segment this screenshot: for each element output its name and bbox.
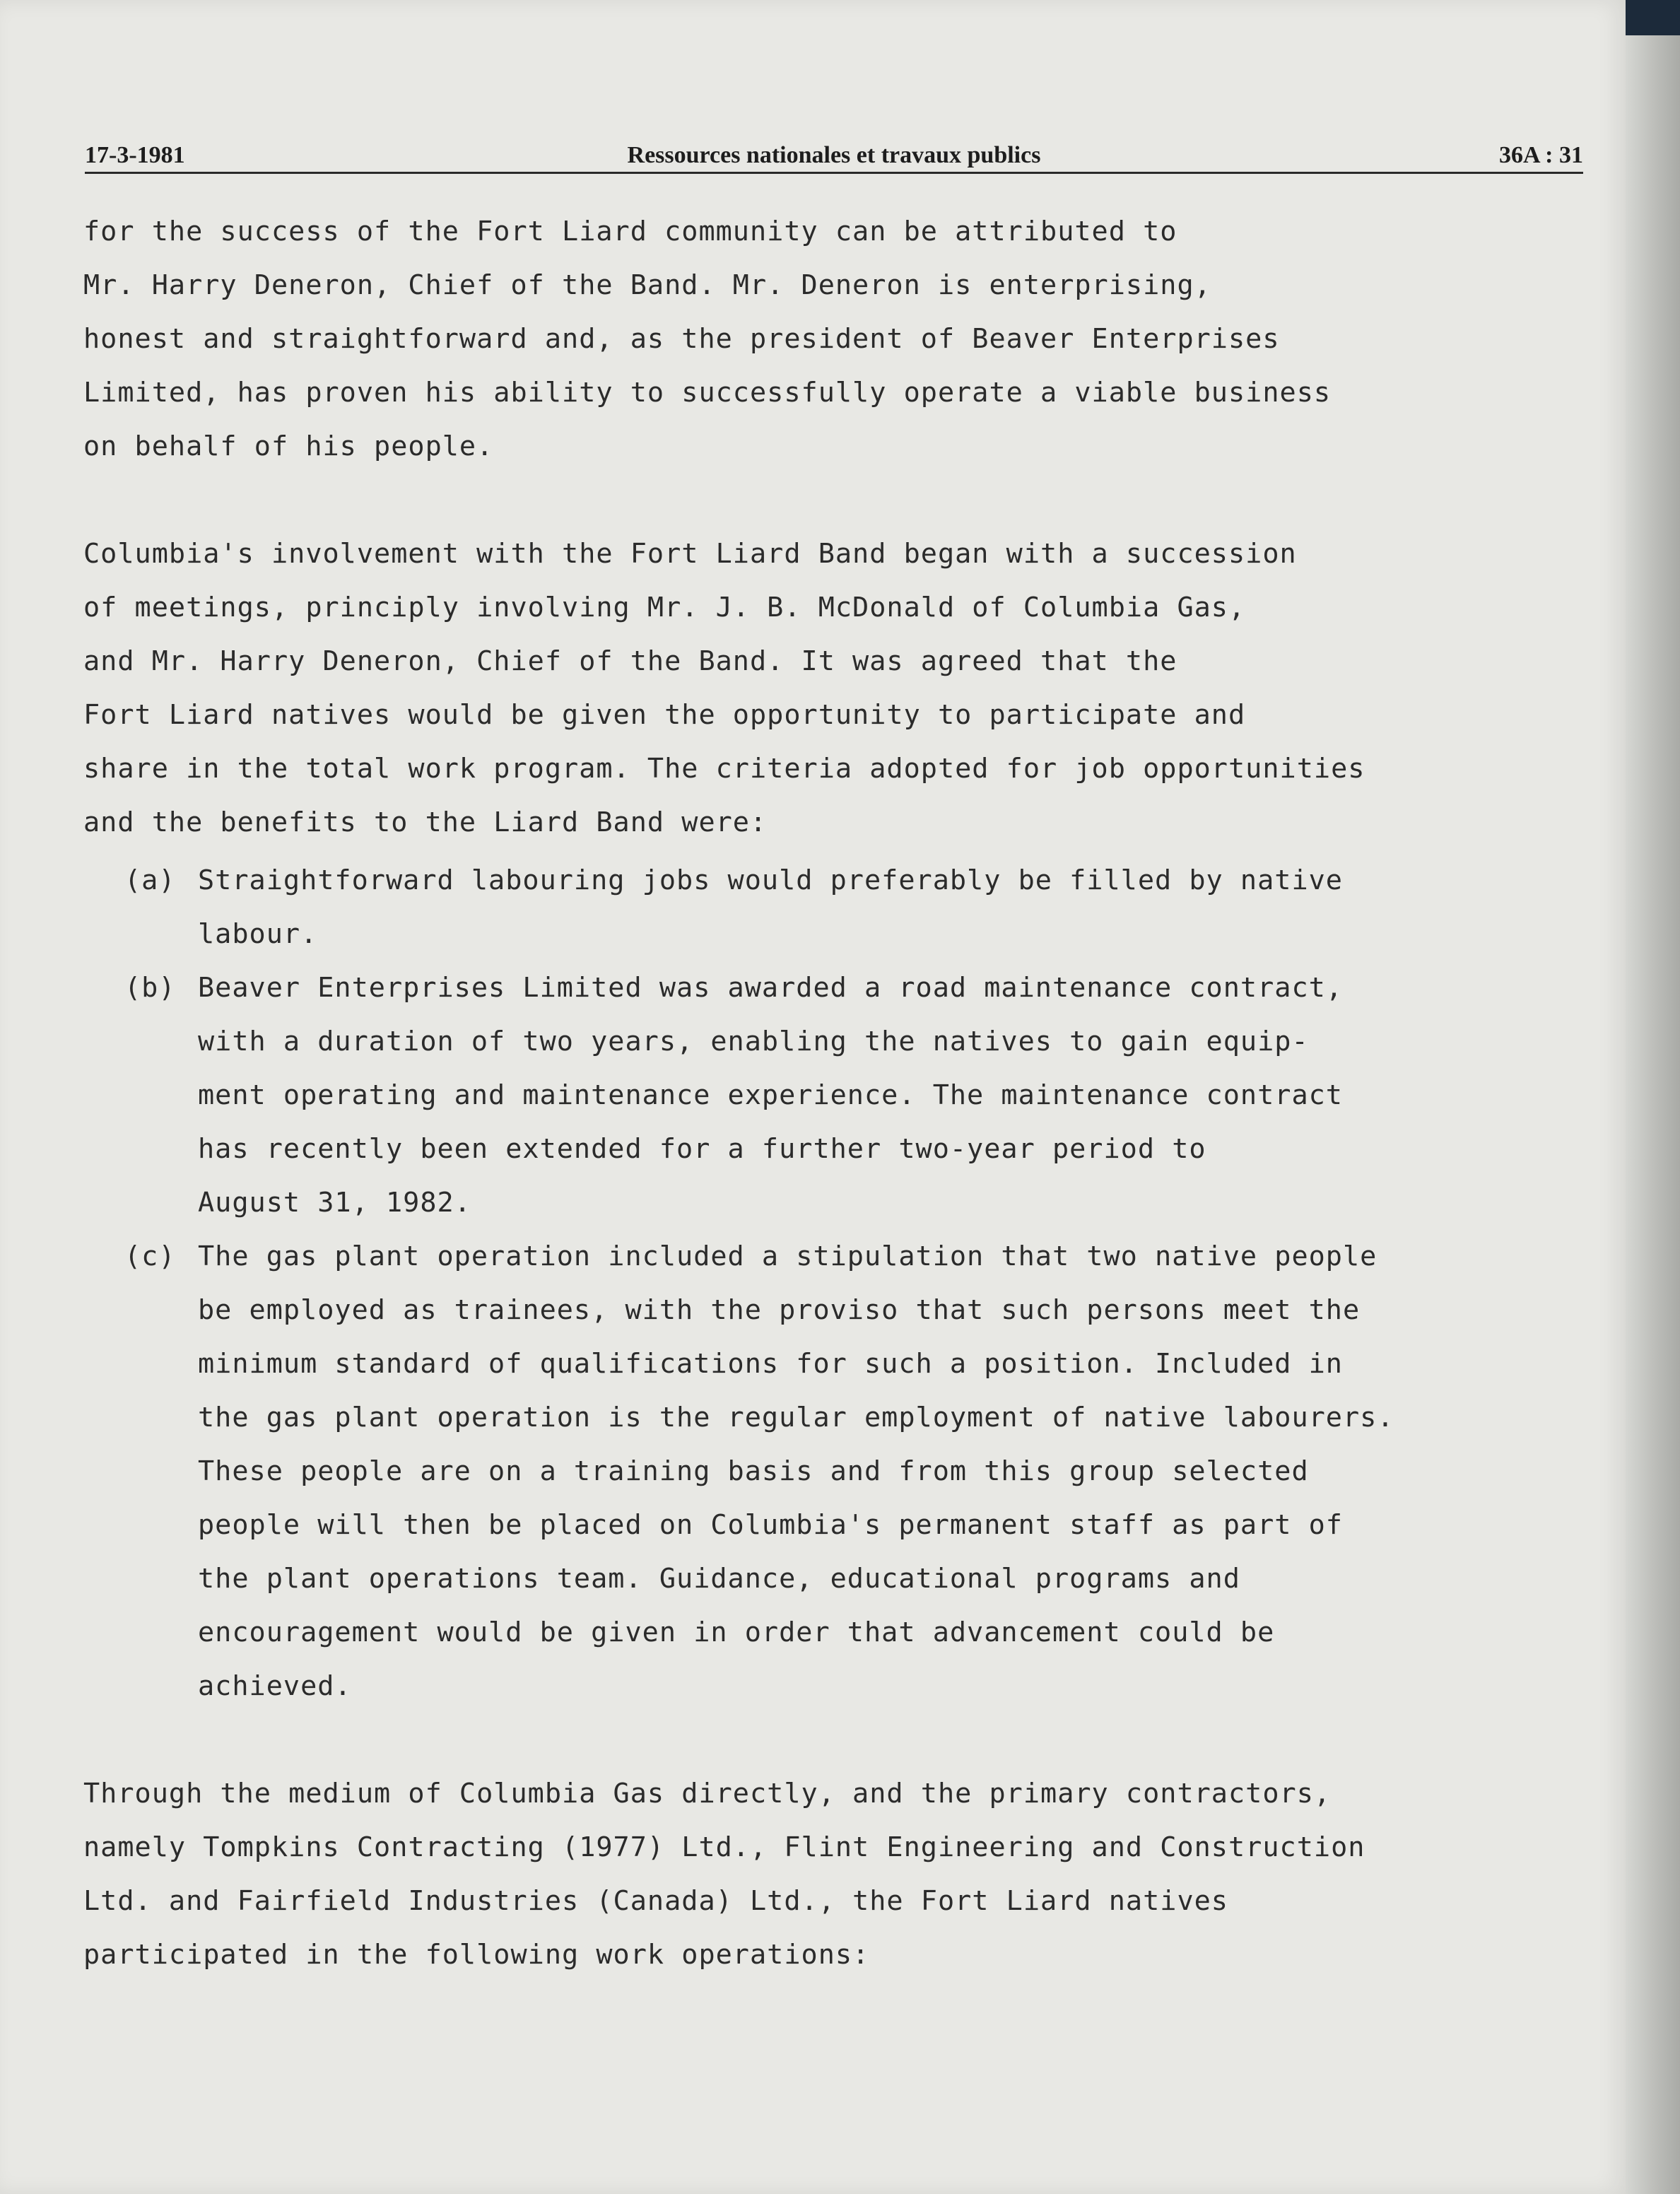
text-line: Limited, has proven his ability to successfully operate a viable business [83,377,1332,409]
text-line: The gas plant operation included a stipulation that two native people [198,1240,1378,1272]
text-line: Ltd. and Fairfield Industries (Canada) Ltd., the Fort Liard natives [83,1885,1228,1917]
text-line: on behalf of his people. [83,430,494,462]
paragraph-deneron [83,205,1539,474]
list-item [83,961,1539,1230]
text-line: labour. [198,918,318,950]
text-line: and Mr. Harry Deneron, Chief of the Band. It was agreed that the [83,645,1177,677]
text-line: namely Tompkins Contracting (1977) Ltd., Flint Engineering and Construction [83,1831,1365,1863]
list-marker: (b) [124,972,176,1004]
binding-mark [1626,0,1680,35]
text-line: Fort Liard natives would be given the opportunity to participate and [83,699,1246,731]
paragraph-work-operations [83,1767,1539,1982]
text-line: Mr. Harry Deneron, Chief of the Band. Mr. Deneron is enterprising, [83,269,1211,301]
text-line: the gas plant operation is the regular employment of native labourers. [198,1402,1394,1433]
page-edge [1626,0,1680,2194]
text-line: Straightforward labouring jobs would preferably be filled by native [198,864,1343,896]
header-title: Ressources nationales et travaux publics [627,142,1041,168]
text-line: share in the total work program. The criteria adopted for job opportunities [83,753,1365,785]
text-line: minimum standard of qualifications for such a position. Included in [198,1348,1343,1380]
list-item [83,1230,1539,1713]
header-page-number: 36A : 31 [1499,142,1583,168]
document-body [83,205,1539,1982]
text-line: These people are on a training basis and from this group selected [198,1455,1309,1487]
list-item [83,854,1539,961]
text-line: for the success of the Fort Liard community can be attributed to [83,216,1177,247]
text-line: participated in the following work operations: [83,1939,870,1971]
text-line: achieved. [198,1670,352,1702]
text-line: people will then be placed on Columbia's permanent staff as part of [198,1509,1343,1541]
text-line: Through the medium of Columbia Gas directly, and the primary contractors, [83,1778,1332,1809]
list-marker: (c) [124,1240,176,1272]
text-line: the plant operations team. Guidance, educational programs and [198,1563,1240,1595]
list-marker: (a) [124,864,176,896]
text-line: be employed as trainees, with the proviso that such persons meet the [198,1294,1361,1326]
paragraph-columbia-involvement [83,527,1539,850]
text-line: and the benefits to the Liard Band were: [83,806,768,838]
page-header [85,131,1583,174]
text-line: with a duration of two years, enabling the natives to gain equip- [198,1026,1309,1057]
text-line: Columbia's involvement with the Fort Liard Band began with a succession [83,538,1297,570]
text-line: of meetings, principly involving Mr. J. B. McDonald of Columbia Gas, [83,592,1246,623]
text-line: ment operating and maintenance experience. The maintenance contract [198,1079,1343,1111]
text-line: encouragement would be given in order that advancement could be [198,1617,1275,1648]
text-line: honest and straightforward and, as the president of Beaver Enterprises [83,323,1280,355]
text-line: August 31, 1982. [198,1187,471,1219]
text-line: Beaver Enterprises Limited was awarded a road maintenance contract, [198,972,1343,1004]
header-date: 17-3-1981 [85,142,185,168]
text-line: has recently been extended for a further two-year period to [198,1133,1206,1165]
criteria-list [83,854,1539,1713]
